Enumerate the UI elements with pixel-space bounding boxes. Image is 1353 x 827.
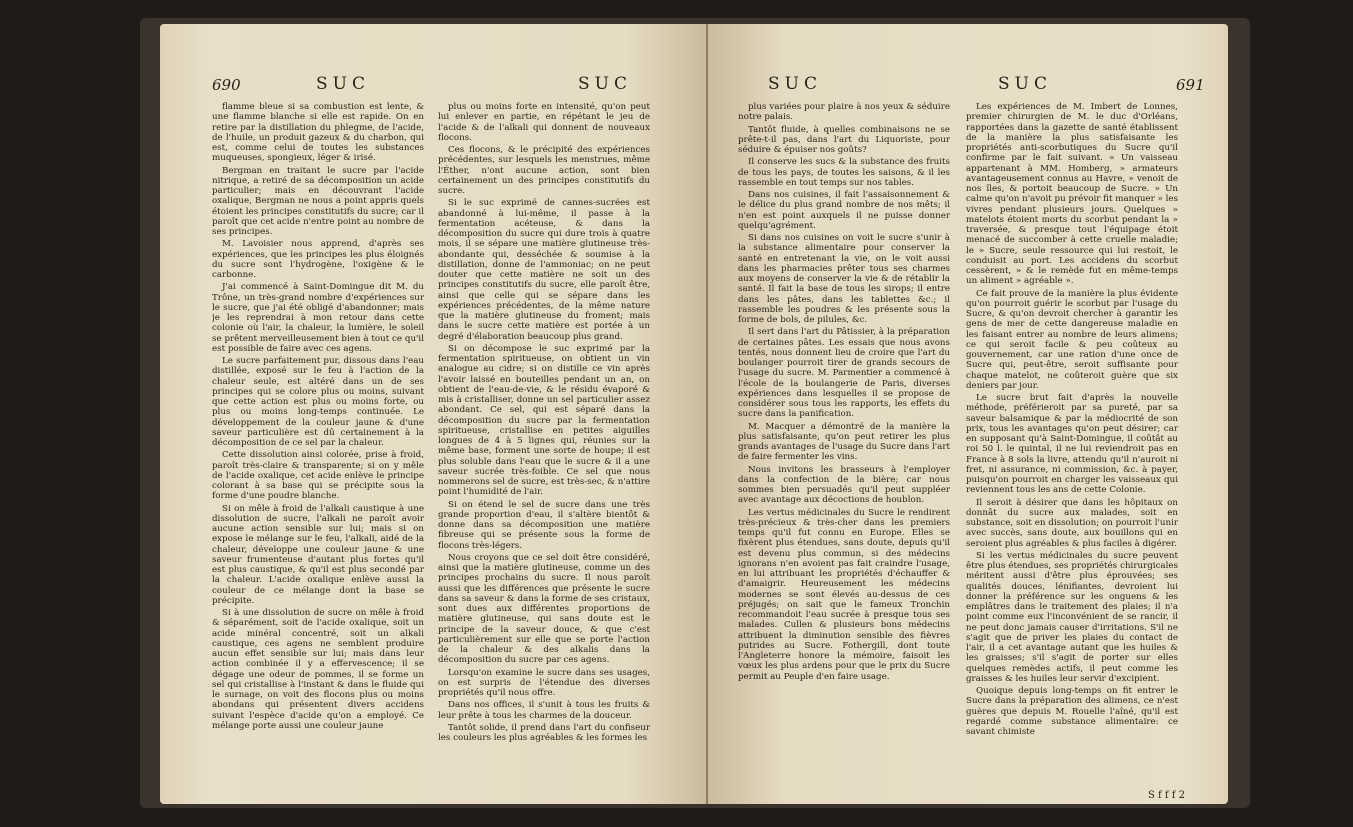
running-head-right-col2: SUC	[998, 74, 1052, 94]
paragraph: Si les vertus médicinales du sucre peuvent être plus étendues, ses propriétés chirurgicales méritent aussi d'être plus éprouvées; ses qualités douces, lénifiantes, devroient lui donner la préférence sur les onguens & les emplâtres dans le traitement des plaies; il n'a point comme eux l'inconvénient de se rancir, il ne peut donc jamais causer d'irritations. S'il ne s'agit que de priver les plaies du contact de l'air, il a cet avantage autant que les huiles & les graisses; s'il s'agit de porter sur elles quelques remèdes actifs, il peut comme les graisses & les huiles leur servir d'excipient.	[966, 550, 1178, 684]
left-column-1	[212, 102, 424, 792]
open-book	[140, 18, 1250, 808]
paragraph: Quoique depuis long-temps on fit entrer le Sucre dans la préparation des alimens, ce n'est guères que depuis M. Rouelle l'aîné, qu'il est regardé comme substance alimentaire: ce savant chimiste	[966, 686, 1178, 737]
paragraph: Le sucre parfaitement pur, dissous dans l'eau distillée, exposé sur le feu à l'action de la chaleur seule, est altéré dans un de ses principes qui se colore plus ou moins, suivant que cette action est plus ou moins forte, ou plus ou moins long-temps continuée. Le développement de la couleur jaune & d'une saveur particulière est dû certainement à la décomposition de ce sel par la chaleur.	[212, 356, 424, 448]
paragraph: J'ai commencé à Saint-Domingue dit M. du Trône, un très-grand nombre d'expériences sur le sucre, que j'ai été obligé d'abandonner; mais je les reprendrai à mon retour dans cette colonie où l'air, la chaleur, la lumière, le soleil se prêtent merveilleusement bien à tout ce qu'il est possible de faire avec ces agens.	[212, 282, 424, 354]
paragraph: Dans nos cuisines, il fait l'assaisonnement & le délice du plus grand nombre de nos mêts; il n'en est point auxquels il ne puisse donner quelqu'agrément.	[738, 190, 950, 231]
paragraph: Il sert dans l'art du Pâtissier, à la préparation de certaines pâtes. Les essais que nous avons tentés, nous donnent lieu de croire que l'art du boulanger pourroit tirer de grands secours de l'usage du sucre. M. Parmentier a commencé à l'école de la boulangerie de Paris, diverses expériences dans lesquelles il se propose de considérer sous tous les rapports, les effets du sucre dans la panification.	[738, 327, 950, 420]
paragraph: Il conserve les sucs & la substance des fruits de tous les pays, de toutes les saisons, & il les rassemble en tout temps sur nos tables.	[738, 157, 950, 188]
paragraph: Si on mêle à froid de l'alkali caustique à une dissolution de sucre, l'alkali ne paroît avoir aucune action sensible sur lui; mais si on expose le mélange sur le feu, l'alkali, aidé de la chaleur, développe une couleur jaune & une saveur frumenteuse d'autant plus fortes qu'il est plus caustique, & qu'il est plus secondé par la chaleur. L'acide oxalique enlève aussi la couleur de ce mélange dont la base se précipite.	[212, 503, 424, 606]
paragraph: plus variées pour plaire à nos yeux & séduire notre palais.	[738, 102, 950, 123]
paragraph: Tantôt solide, il prend dans l'art du confiseur les couleurs les plus agréables & les formes les	[438, 722, 650, 743]
left-page-header	[160, 74, 708, 98]
running-head-right-col1: SUC	[768, 74, 822, 94]
paragraph: Bergman en traitant le sucre par l'acide nitrique, a retiré de sa décomposition un acide particulier; mais en découvrant l'acide oxalique, Bergman ne nous a point appris quels étoient les principes constitutifs du sucre; car il paroît que cet acide n'entre point au nombre de ses principes.	[212, 165, 424, 237]
right-page-header	[708, 74, 1228, 98]
page-number-left: 690	[212, 76, 241, 94]
paragraph: Lorsqu'on examine le sucre dans ses usages, on est surpris de l'étendue des diverses propriétés qu'il nous offre.	[438, 667, 650, 698]
paragraph: Si à une dissolution de sucre on mêle à froid & séparément, soit de l'acide oxalique, soit un acide minéral concentré, soit un alkali caustique, ces agens ne semblent produire aucun effet sensible sur lui; mais dans leur action combinée il y a effervescence; il se dégage une odeur de pommes, il se forme un sel qui cristallise à l'instant & dans le fluide qui le surnage, on voit des flocons plus ou moins abondans qui présentent divers accidens suivant l'espèce d'acide qu'on a employé. Ce mélange porte aussi une couleur jaune	[212, 608, 424, 731]
running-head-left-col1: SUC	[316, 74, 370, 94]
left-page	[160, 24, 708, 804]
paragraph: Si on étend le sel de sucre dans une très grande proportion d'eau, il s'altère bientôt & donne dans sa décomposition une matière fibreuse qui se présente sous la forme de flocons très-légers.	[438, 499, 650, 551]
paragraph: Ce fait prouve de la manière la plus évidente qu'on pourroit guérir le scorbut par l'usage du Sucre, & qu'on devroit chercher à garantir les gens de mer de cette dangereuse maladie en les faisant entrer au nombre de leurs alimens; ce qui seroit facile & peu coûteux au gouvernement, car une ration d'une once de Sucre qui, peut-être, seroit suffisante pour chaque matelot, ne coûteroit guère que six deniers par jour.	[966, 288, 1178, 391]
paragraph: M. Lavoisier nous apprend, d'après ses expériences, que les principes les plus éloignés du sucre sont l'hydrogène, l'oxigène & le carbonne.	[212, 239, 424, 280]
paragraph: Cette dissolution ainsi colorée, prise à froid, paroît très-claire & transparente; si on y mêle de l'acide oxalique, cet acide enlève le principe colorant à sa base qui se précipite sous la forme d'une poudre blanche.	[212, 450, 424, 502]
paragraph: flamme bleue si sa combustion est lente, & une flamme blanche si elle est rapide. On en retire par la distillation du phlegme, de l'acide, de l'huile, un produit gazeux & du charbon, qui est, comme celui de toutes les substances muqueuses, spongieux, léger & irisé.	[212, 102, 424, 164]
paragraph: Si on décompose le suc exprimé par la fermentation spiritueuse, on obtient un vin analogue au cidre; si on distille ce vin après l'avoir laissé en bouteilles pendant un an, on obtient de l'eau-de-vie, & le résidu évaporé & mis à cristalliser, donne un sel particulier assez abondant. Ce sel, qui est séparé dans la décomposition du sucre par la fermentation spiritueuse, cristallise en petites aiguilles longues de 4 à 5 lignes qui, réunies sur la même base, forment une sorte de houpe; il est plus soluble dans l'eau que le sucre & il a une saveur sucrée très-foible. Ce sel que nous nommerons sel de sucre, est très-sec, & n'attire point l'humidité de l'air.	[438, 343, 650, 498]
running-head-left-col2: SUC	[578, 74, 632, 94]
paragraph: Si le suc exprimé de cannes-sucrées est abandonné à lui-même, il passe à la fermentation acéteuse, & dans la décomposition du sucre qui dure trois à quatre mois, il se sépare une matière glutineuse très-abondante qui, desséchée & soumise à la distillation, donne de l'ammoniac; on ne peut douter que cette matière ne soit un des principes constitutifs du sucre, elle paroît être, ainsi que celle qui se sépare dans les expériences précédentes, de la même nature que la matière glutineuse du froment; mais dans le sucre cette matière est portée à un degré d'élaboration beaucoup plus grand.	[438, 198, 650, 342]
right-column-1	[738, 102, 950, 792]
paragraph: Nous invitons les brasseurs à l'employer dans la confection de la bière; car nous sommes bien persuadés qu'il peut suppléer avec avantage aux décoctions de houblon.	[738, 464, 950, 506]
page-number-right: 691	[1176, 76, 1205, 94]
paragraph: Dans nos offices, il s'unit à tous les fruits & leur prête à tous les charmes de la douceur.	[438, 700, 650, 721]
paragraph: Tantôt fluide, à quelles combinaisons ne se prête-t-il pas, dans l'art du Liquoriste, pour séduire & épuiser nos goûts?	[738, 124, 950, 155]
paragraph: Le sucre brut fait d'après la nouvelle méthode, préférieroit par sa pureté, par sa saveur balsamique & par la médiocrité de son prix, tous les avantages qu'on peut désirer; car en supposant qu'à Saint-Domingue, il coûtât au roi 50 l. le quintal, il ne lui reviendroit pas en France à 8 sols la livre, attendu qu'il n'auroit ni fret, ni assurance, ni commission, &c. à payer, puisqu'on pourroit en charger les vaisseaux qui reviennent tous les ans de cette Colonie.	[966, 393, 1178, 496]
right-page	[708, 24, 1228, 804]
paragraph: Si dans nos cuisines on voit le sucre s'unir à la substance alimentaire pour conserver la santé en entretenant la vie, on le voit aussi dans les pharmacies prêter tous ses charmes aux moyens de conserver la vie & de rétablir la santé. Il fait la base de tous les sirops; il entre dans les pâtes, dans les tablettes &c.; il rassemble les poudres & les présente sous la forme de bols, de pilules, &c.	[738, 233, 950, 325]
paragraph: Les expériences de M. Imbert de Lonnes, premier chirurgien de M. le duc d'Orléans, rapportées dans la gazette de santé établissent de la manière la plus satisfaisante les propriétés anti-scorbutiques du Sucre qu'il confirme par le fait suivant. « Un vaisseau appartenant à MM. Homberg, » armateurs avantageusement connus au Havre, » venoit de nos îles, & portoit beaucoup de Sucre. » Un calme qu'on n'avoit pu prévoir fit manquer » les vivres pendant plusieurs jours. Quelques » matelots étoient morts du scorbut pendant la » traversée, & presque tout l'équipage étoit menacé de succomber à cette cruelle maladie; le » Sucre, seule ressource qui lui restoit, le conduisit au port. Les accidens du scorbut cessèrent, » & le remède fut en même-temps un aliment » agréable ».	[966, 102, 1178, 287]
paragraph: Il seroit à désirer que dans les hôpitaux on donnât du sucre aux malades, soit en substance, soit en dissolution; on pourroit l'unir avec succès, sans doute, aux bouillons qui en seroient plus agréables & plus faciles à digérer.	[966, 497, 1178, 549]
paragraph: Ces flocons, & le précipité des expériences précédentes, sur lesquels les menstrues, même l'Éther, n'ont aucune action, sont bien certainement un des principes constitutifs du sucre.	[438, 145, 650, 196]
paragraph: Nous croyons que ce sel doit être considéré, ainsi que la matière glutineuse, comme un des principes prochains du sucre. Il nous paroît aussi que les différences que présente le sucre dans sa saveur & dans la forme de ses cristaux, sont dues aux différentes proportions de matière glutineuse, qui sans doute est le principe de la saveur douce, & que c'est particulièrement sur elle que se porte l'action de la chaleur & des alkalis dans la décomposition du sucre par ces agens.	[438, 552, 650, 666]
paragraph: plus ou moins forte en intensité, qu'on peut lui enlever en partie, en répétant le jeu de l'acide & de l'alkali qui donnent de nouveaux flocons.	[438, 102, 650, 143]
paragraph: Les vertus médicinales du Sucre le rendirent très-précieux & très-cher dans les premiers temps qu'il fut connu en Europe. Elles se fixèrent plus étendues, sans doute, depuis qu'il est devenu plus commun, si des médecins ignorans n'en avoient pas fait craindre l'usage, en lui attribuant les propriétés d'échauffer & d'amaigrir. Heureusement les médecins modernes se sont élevés au-dessus de ces préjugés; on sait que le fameux Tronchin recommandoit l'eau sucrée à presque tous ses malades. Cullen & plusieurs bons médecins attribuent la diminution sensible des fièvres putrides au Sucre. Fothergill, dont toute l'Angleterre honore la mémoire, faisoit les vœux les plus ardens pour que le prix du Sucre permit au Peuple d'en faire usage.	[738, 507, 950, 682]
left-column-2	[438, 102, 650, 792]
paragraph: M. Macquer a démontré de la manière la plus satisfaisante, qu'on peut retirer les plus grands avantages de l'usage du Sucre dans l'art de faire fermenter les vins.	[738, 421, 950, 463]
signature-mark: S f f f 2	[1148, 790, 1186, 801]
right-column-2	[966, 102, 1178, 792]
